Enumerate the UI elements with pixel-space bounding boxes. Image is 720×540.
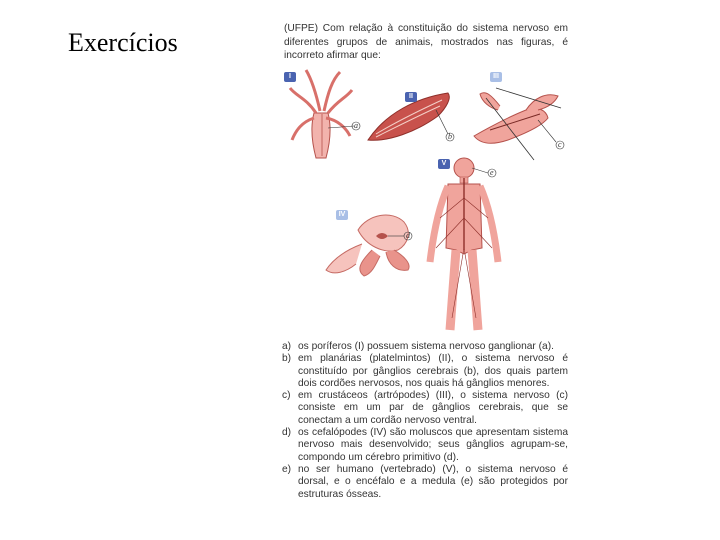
option-text: os cefalópodes (IV) são moluscos que apresentam sistema nervoso mais desenvolvido; seus gânglios agrupam-se, compondo um cérebro primitivo (d). — [298, 427, 568, 463]
figure-label-a: a — [354, 121, 358, 130]
option-c[interactable] — [282, 390, 568, 427]
figure-badge-ii: II — [405, 92, 417, 102]
option-text: em crustáceos (artrópodes) (III), o sistema nervoso (c) consiste em um par de gânglios cerebrais, que se conectam a um cordão nervoso ventral. — [298, 390, 568, 426]
figures-panel — [276, 18, 572, 338]
option-b[interactable] — [282, 353, 568, 390]
option-text: em planárias (platelmintos) (II), o sistema nervoso é constituído por gânglios cerebrais (b), dos quais partem dois cordões nervosos, nos quais há gânglios menores. — [298, 353, 568, 389]
figure-badge-v: V — [438, 159, 450, 169]
option-letter: d) — [282, 427, 292, 439]
option-a[interactable] — [282, 341, 568, 353]
figure-iii-lobster — [474, 88, 564, 160]
option-d[interactable] — [282, 427, 568, 464]
figure-label-c: c — [558, 140, 562, 149]
exercise-scan — [276, 18, 572, 518]
animal-illustrations — [276, 18, 572, 338]
option-e[interactable] — [282, 464, 568, 501]
option-letter: c) — [282, 390, 291, 402]
option-letter: a) — [282, 341, 292, 352]
figure-badge-iii: III — [490, 72, 502, 82]
figure-v-human — [430, 158, 498, 330]
option-text: no ser humano (vertebrado) (V), o sistema nervoso é dorsal, e o encéfalo e a medula (e) são protegidos por estruturas ósseas. — [298, 463, 568, 500]
figure-badge-i: I — [284, 72, 296, 82]
question-stem: (UFPE) Com relação à constituição do sistema nervoso em diferentes grupos de animais, mostrados nas figuras, é incorreto afirmar que: — [284, 23, 568, 61]
figure-label-d: d — [406, 231, 410, 240]
figure-label-e: e — [490, 168, 494, 177]
slide-title: Exercícios — [68, 28, 178, 57]
figure-iv-cephalopod — [326, 215, 412, 276]
figure-badge-iv: IV — [336, 210, 348, 220]
figure-i-porifera — [290, 70, 360, 158]
answer-options — [282, 341, 568, 501]
figure-label-b: b — [448, 132, 452, 141]
option-text: os poríferos (I) possuem sistema nervoso ganglionar (a). — [298, 341, 554, 352]
option-letter: b) — [282, 353, 292, 365]
option-letter: e) — [282, 463, 292, 475]
